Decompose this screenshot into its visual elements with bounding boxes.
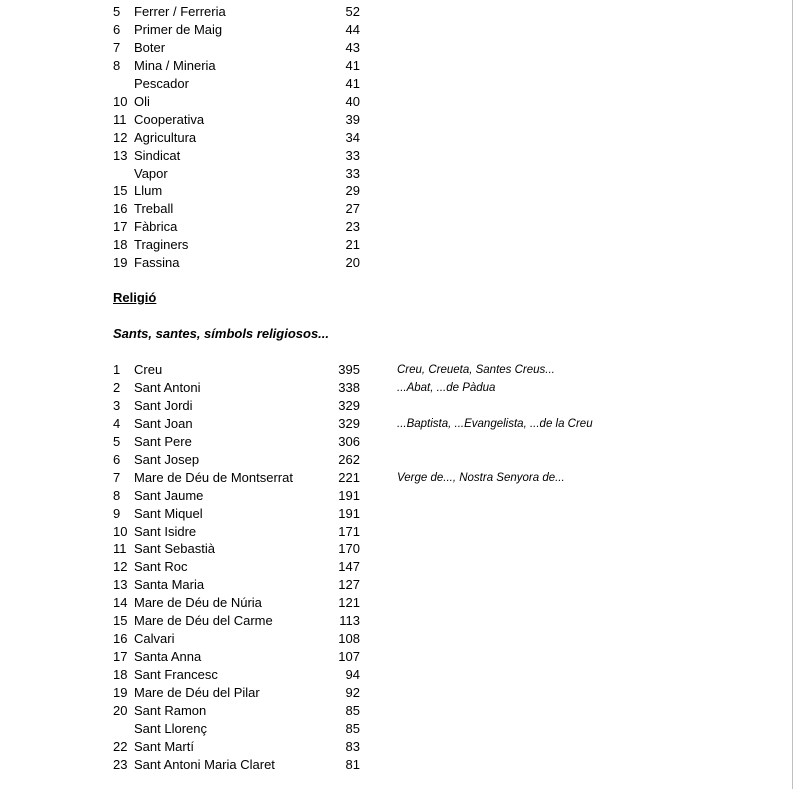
count-value: 21 [345, 237, 360, 252]
variant-note: Creu, Creueta, Santes Creus... [397, 364, 555, 376]
list-item [0, 361, 700, 379]
count-value: 41 [345, 76, 360, 91]
rank-number: 22 [113, 739, 128, 754]
count-value: 147 [338, 559, 360, 574]
rank-number: 1 [113, 362, 121, 377]
street-name: Calvari [134, 631, 175, 646]
count-value: 20 [345, 255, 360, 270]
list-item [0, 182, 700, 200]
street-name: Boter [134, 40, 166, 55]
list-item [0, 540, 700, 558]
rank-number: 8 [113, 488, 121, 503]
count-value: 191 [338, 506, 360, 521]
rank-number: 19 [113, 255, 128, 270]
count-value: 121 [338, 595, 360, 610]
rank-number: 11 [113, 112, 127, 127]
list-item [0, 379, 700, 397]
rank-number: 19 [113, 685, 128, 700]
list-item [0, 684, 700, 702]
street-name: Sant Francesc [134, 667, 218, 682]
rank-number: 5 [113, 4, 121, 19]
list-item [0, 576, 700, 594]
count-value: 221 [338, 470, 360, 485]
count-value: 107 [338, 649, 360, 664]
rank-number: 3 [113, 398, 121, 413]
count-value: 27 [345, 201, 360, 216]
count-value: 94 [345, 667, 360, 682]
list-item [0, 469, 700, 487]
rank-number: 15 [113, 613, 128, 628]
section-heading: Religió [113, 290, 157, 305]
street-name: Fassina [134, 255, 180, 270]
count-value: 108 [338, 631, 360, 646]
rank-number: 9 [113, 506, 121, 521]
street-name: Fàbrica [134, 219, 178, 234]
list-item [0, 3, 700, 21]
count-value: 40 [345, 94, 360, 109]
rank-number: 13 [113, 577, 128, 592]
rank-number: 4 [113, 416, 121, 431]
street-name: Santa Anna [134, 649, 202, 664]
street-name: Sant Ramon [134, 703, 207, 718]
street-name: Sant Llorenç [134, 721, 207, 736]
rank-number: 18 [113, 237, 128, 252]
count-value: 23 [345, 219, 360, 234]
list-item [0, 738, 700, 756]
list-item [0, 75, 700, 93]
count-value: 191 [338, 488, 360, 503]
rank-number: 15 [113, 183, 128, 198]
street-name: Sant Martí [134, 739, 194, 754]
street-name: Mare de Déu del Pilar [134, 685, 260, 700]
list-item [0, 111, 700, 129]
count-value: 92 [345, 685, 360, 700]
list-item [0, 254, 700, 272]
list-item [0, 702, 700, 720]
list-item [0, 630, 700, 648]
count-value: 52 [345, 4, 360, 19]
rank-number: 12 [113, 559, 128, 574]
street-name: Sant Josep [134, 452, 200, 467]
street-name: Sant Roc [134, 559, 188, 574]
list-item [0, 200, 700, 218]
rank-number: 18 [113, 667, 128, 682]
list-item [0, 57, 700, 75]
rank-number: 20 [113, 703, 128, 718]
street-name: Creu [134, 362, 163, 377]
section-subheading: Sants, santes, símbols religiosos... [113, 326, 330, 341]
page-edge-divider [792, 0, 793, 789]
street-name: Mare de Déu del Carme [134, 613, 273, 628]
list-item [0, 487, 700, 505]
rank-number: 13 [113, 148, 128, 163]
list-item [0, 236, 700, 254]
count-value: 306 [338, 434, 360, 449]
count-value: 43 [345, 40, 360, 55]
rank-number: 8 [113, 58, 121, 73]
street-name: Sant Sebastià [134, 541, 215, 556]
street-name: Sant Miquel [134, 506, 203, 521]
rank-number: 10 [113, 524, 128, 539]
rank-number: 17 [113, 649, 128, 664]
list-item [0, 21, 700, 39]
list-item [0, 523, 700, 541]
list-item [0, 433, 700, 451]
street-name: Sant Isidre [134, 524, 197, 539]
rank-number: 12 [113, 130, 128, 145]
street-name: Mare de Déu de Núria [134, 595, 262, 610]
list-item [0, 558, 700, 576]
list-item [0, 39, 700, 57]
count-value: 85 [345, 703, 360, 718]
street-name: Sant Joan [134, 416, 193, 431]
rank-number: 7 [113, 40, 121, 55]
street-name: Ferrer / Ferreria [134, 4, 226, 19]
count-value: 395 [338, 362, 360, 377]
count-value: 33 [345, 148, 360, 163]
rank-number: 10 [113, 94, 128, 109]
list-item [0, 415, 700, 433]
count-value: 338 [338, 380, 360, 395]
list-item [0, 720, 700, 738]
street-name: Pescador [134, 76, 189, 91]
rank-number: 17 [113, 219, 128, 234]
rank-number: 5 [113, 434, 121, 449]
count-value: 262 [338, 452, 360, 467]
street-name: Mina / Mineria [134, 58, 216, 73]
street-name: Sant Jaume [134, 488, 204, 503]
count-value: 85 [345, 721, 360, 736]
rank-number: 2 [113, 380, 121, 395]
rank-number: 6 [113, 22, 121, 37]
list-item [0, 93, 700, 111]
count-value: 171 [338, 524, 360, 539]
street-name: Primer de Maig [134, 22, 223, 37]
street-name: Santa Maria [134, 577, 205, 592]
count-value: 41 [345, 58, 360, 73]
street-name: Sant Pere [134, 434, 192, 449]
street-name: Sindicat [134, 148, 181, 163]
list-item [0, 165, 700, 183]
list-item [0, 147, 700, 165]
list-item [0, 756, 700, 774]
variant-note: Verge de..., Nostra Senyora de... [397, 472, 565, 484]
street-name: Traginers [134, 237, 189, 252]
street-name: Sant Antoni [134, 380, 201, 395]
list-item [0, 666, 700, 684]
count-value: 329 [338, 416, 360, 431]
count-value: 127 [338, 577, 360, 592]
count-value: 44 [345, 22, 360, 37]
street-name: Treball [134, 201, 174, 216]
rank-number: 6 [113, 452, 121, 467]
street-name: Cooperativa [134, 112, 205, 127]
rank-number: 14 [113, 595, 128, 610]
list-item [0, 505, 700, 523]
rank-number: 16 [113, 631, 128, 646]
list-item [0, 218, 700, 236]
variant-note: ...Baptista, ...Evangelista, ...de la Creu [397, 418, 593, 430]
list-item [0, 397, 700, 415]
street-name: Mare de Déu de Montserrat [134, 470, 293, 485]
street-name: Sant Antoni Maria Claret [134, 757, 275, 772]
count-value: 29 [345, 183, 360, 198]
rank-number: 7 [113, 470, 121, 485]
count-value: 81 [345, 757, 360, 772]
list-item [0, 648, 700, 666]
count-value: 170 [338, 541, 360, 556]
count-value: 39 [345, 112, 360, 127]
list-item [0, 451, 700, 469]
rank-number: 23 [113, 757, 128, 772]
count-value: 329 [338, 398, 360, 413]
variant-note: ...Abat, ...de Pàdua [397, 382, 496, 394]
street-name: Oli [134, 94, 150, 109]
rank-number: 11 [113, 541, 127, 556]
list-item [0, 594, 700, 612]
count-value: 113 [339, 613, 360, 628]
street-name: Llum [134, 183, 163, 198]
street-name: Agricultura [134, 130, 197, 145]
street-name: Vapor [134, 166, 168, 181]
count-value: 34 [345, 130, 360, 145]
list-item [0, 612, 700, 630]
street-name: Sant Jordi [134, 398, 193, 413]
count-value: 33 [345, 166, 360, 181]
rank-number: 16 [113, 201, 128, 216]
list-item [0, 129, 700, 147]
count-value: 83 [345, 739, 360, 754]
